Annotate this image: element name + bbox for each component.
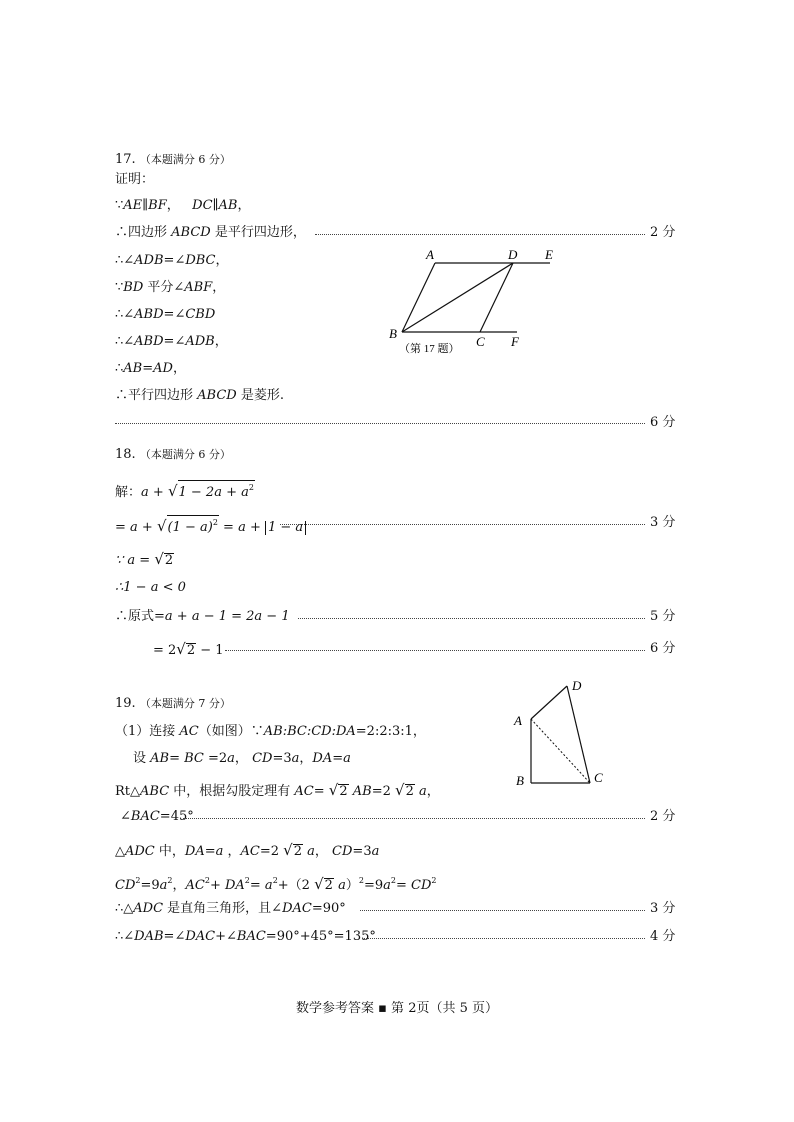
- q17-number: 17.: [115, 152, 136, 167]
- q17-label-E: E: [545, 247, 553, 262]
- q17-figure-caption: （第 17 题）: [399, 343, 460, 355]
- q18-leader-2: [298, 618, 645, 619]
- q19-label-D: D: [572, 678, 582, 693]
- q18-leader-1: [280, 524, 645, 525]
- q19-header: [115, 696, 231, 712]
- q19-line-1: （1）连接 AC（如图）∵AB:BC:CD:DA=2:2:3:1，: [115, 724, 426, 739]
- q19-score-note: （本题满分 7 分）: [139, 697, 231, 710]
- q18-score-3: 3 分: [650, 515, 676, 530]
- q17-line-2: ∴四边形 ABCD 是平行四边形，: [115, 225, 306, 240]
- q19-line-3: Rt△ABC 中，根据勾股定理有 AC= √2 AB=2 √2 a，: [115, 781, 440, 799]
- q18-line-3: ∵ a = √2: [115, 550, 174, 568]
- q19-line-4: ∠BAC=45°: [120, 809, 194, 824]
- q18-number: 18.: [115, 447, 136, 462]
- q17-line-1: ∵AE∥BF， DC∥AB，: [115, 198, 251, 213]
- page-footer: 数学参考答案 ▪ 第 2页（共 5 页）: [295, 1001, 498, 1016]
- q18-line-5: ∴原式=a + a − 1 = 2a − 1: [115, 609, 290, 624]
- q19-number: 19.: [115, 696, 136, 711]
- q19-label-C: C: [594, 770, 603, 785]
- q17-label-A: A: [426, 247, 434, 262]
- q19-line-AC: [531, 719, 590, 783]
- q18-header: [115, 447, 231, 463]
- q17-label-D: D: [508, 247, 518, 262]
- q19-label-B: B: [516, 773, 524, 788]
- q18-score-6: 6 分: [650, 641, 676, 656]
- q17-leader-end: [115, 423, 645, 424]
- q18-line-6: = 2√2 − 1: [153, 640, 224, 658]
- q17-header: [115, 152, 231, 168]
- q19-leader-1: [183, 818, 645, 819]
- q19-line-CD: [567, 686, 590, 783]
- q19-line-5: △ADC 中，DA=a ，AC=2 √2 a， CD=3a: [115, 841, 380, 859]
- q17-score-6: 6 分: [650, 415, 676, 430]
- q17-proof-label: 证明：: [115, 172, 155, 187]
- q19-line-7: ∴△ADC 是直角三角形，且∠DAC=90°: [115, 901, 346, 916]
- q19-label-A: A: [514, 713, 522, 728]
- q19-line-2: 设 AB= BC =2a， CD=3a，DA=a: [133, 751, 351, 766]
- q17-line-7: ∴AB=AD，: [115, 361, 186, 376]
- q17-label-C: C: [476, 334, 485, 349]
- q17-line-4: ∵BD 平分∠ABF，: [115, 280, 226, 295]
- q18-score-note: （本题满分 6 分）: [139, 448, 231, 461]
- q18-leader-3: [225, 650, 645, 651]
- q19-leader-2: [360, 910, 645, 911]
- q19-score-4: 4 分: [650, 929, 676, 944]
- q17-line-8: ∴平行四边形 ABCD 是菱形.: [115, 388, 284, 403]
- q17-label-B: B: [389, 326, 397, 341]
- q17-line-3: ∴∠ADB=∠DBC，: [115, 253, 229, 268]
- q17-score-2: 2 分: [650, 225, 676, 240]
- q18-score-5: 5 分: [650, 609, 676, 624]
- q19-score-2: 2 分: [650, 809, 676, 824]
- q18-line-4: ∴1 − a < 0: [115, 580, 186, 595]
- q17-score-note: （本题满分 6 分）: [139, 153, 231, 166]
- q19-line-DA: [531, 686, 567, 719]
- q19-leader-3: [362, 938, 645, 939]
- q18-line-1: 解：$a + √1 - 2a + a^2$: [115, 482, 254, 500]
- q17-leader-1: [315, 234, 645, 235]
- q19-figure: [505, 675, 615, 790]
- q18-line-2: = $a + √(1 - a)^2 = a + 1 - a$: [115, 515, 306, 536]
- q19-line-6: $CD^2=9a^2$，$AC^2+ DA^2= a^2+(2$ √2 $a)^2=9a^2= CD^2$: [115, 875, 437, 893]
- q17-line-5: ∴∠ABD=∠CBD: [115, 307, 216, 322]
- q19-line-8: ∴∠DAB=∠DAC+∠BAC=90°+45°=135°: [115, 929, 376, 944]
- q19-score-3: 3 分: [650, 901, 676, 916]
- q17-label-F: F: [511, 334, 519, 349]
- q17-figure: [385, 245, 565, 357]
- q17-line-6: ∴∠ABD=∠ADB，: [115, 334, 228, 349]
